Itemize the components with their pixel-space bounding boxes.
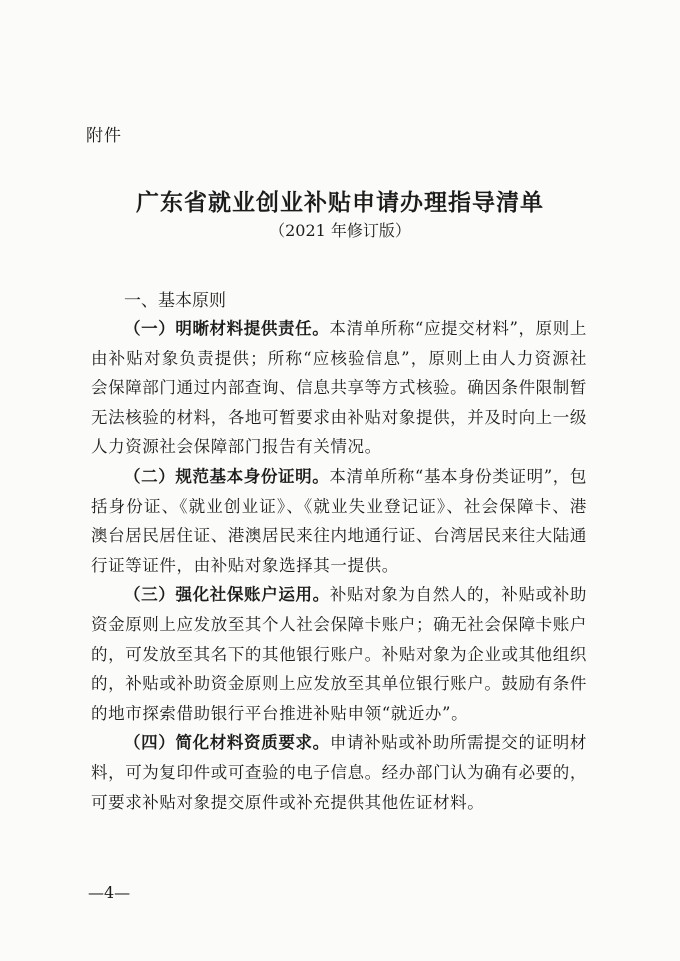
paragraph-text: 申请补贴或补助所需提交的证明材料，可为复印件或可查验的电子信息。经办部门认为确有必要的，可要求补贴对象提交原件或补充提供其他佐证材料。 <box>91 733 588 812</box>
paragraph-text: 补贴对象为自然人的，补贴或补助资金原则上应发放至其个人社会保障卡账户；确无社会保障卡账户的，可发放至其名下的其他银行账户。补贴对象为企业或其他组织的，补贴或补助资金原则上应发放至其单位银行账户。鼓励有条件的地市探索借助银行平台推进补贴申领“就近办”。 <box>91 585 588 723</box>
paragraph-title: （二）规范基本身份证明。 <box>124 466 330 486</box>
page-number: —4— <box>88 883 131 902</box>
paragraph-title: （一）明晰材料提供责任。 <box>124 319 330 338</box>
paragraph-title: （四）简化材料资质要求。 <box>124 733 330 753</box>
attachment-label: 附件 <box>86 126 122 146</box>
document-title: 广东省就业创业补贴申请办理指导清单 <box>136 189 544 216</box>
paragraph-title: （三）强化社保账户运用。 <box>124 585 330 605</box>
paragraph-text: 本清单所称“基本身份类证明”，包括身份证、《就业创业证》、《就业失业登记证》、社会保障卡、港澳台居民居住证、港澳居民来往内地通行证、台湾居民来往大陆通行证等证件，由补贴对象选择其一提供。 <box>91 466 587 575</box>
body-text <box>91 314 587 817</box>
paragraph-2 <box>91 462 587 580</box>
paragraph-3 <box>91 580 587 728</box>
document-subtitle: （2021 年修订版） <box>269 221 411 240</box>
paragraph-1 <box>91 314 587 462</box>
section-heading: 一、基本原则 <box>124 291 226 311</box>
paragraph-4 <box>91 728 587 817</box>
paragraph-text: 本清单所称“应提交材料”，原则上由补贴对象负责提供；所称“应核验信息”，原则上由人力资源社会保障部门通过内部查询、信息共享等方式核验。确因条件限制暂无法核验的材料，各地可暂要求由补贴对象提供，并及时向上一级人力资源社会保障部门报告有关情况。 <box>91 319 587 457</box>
